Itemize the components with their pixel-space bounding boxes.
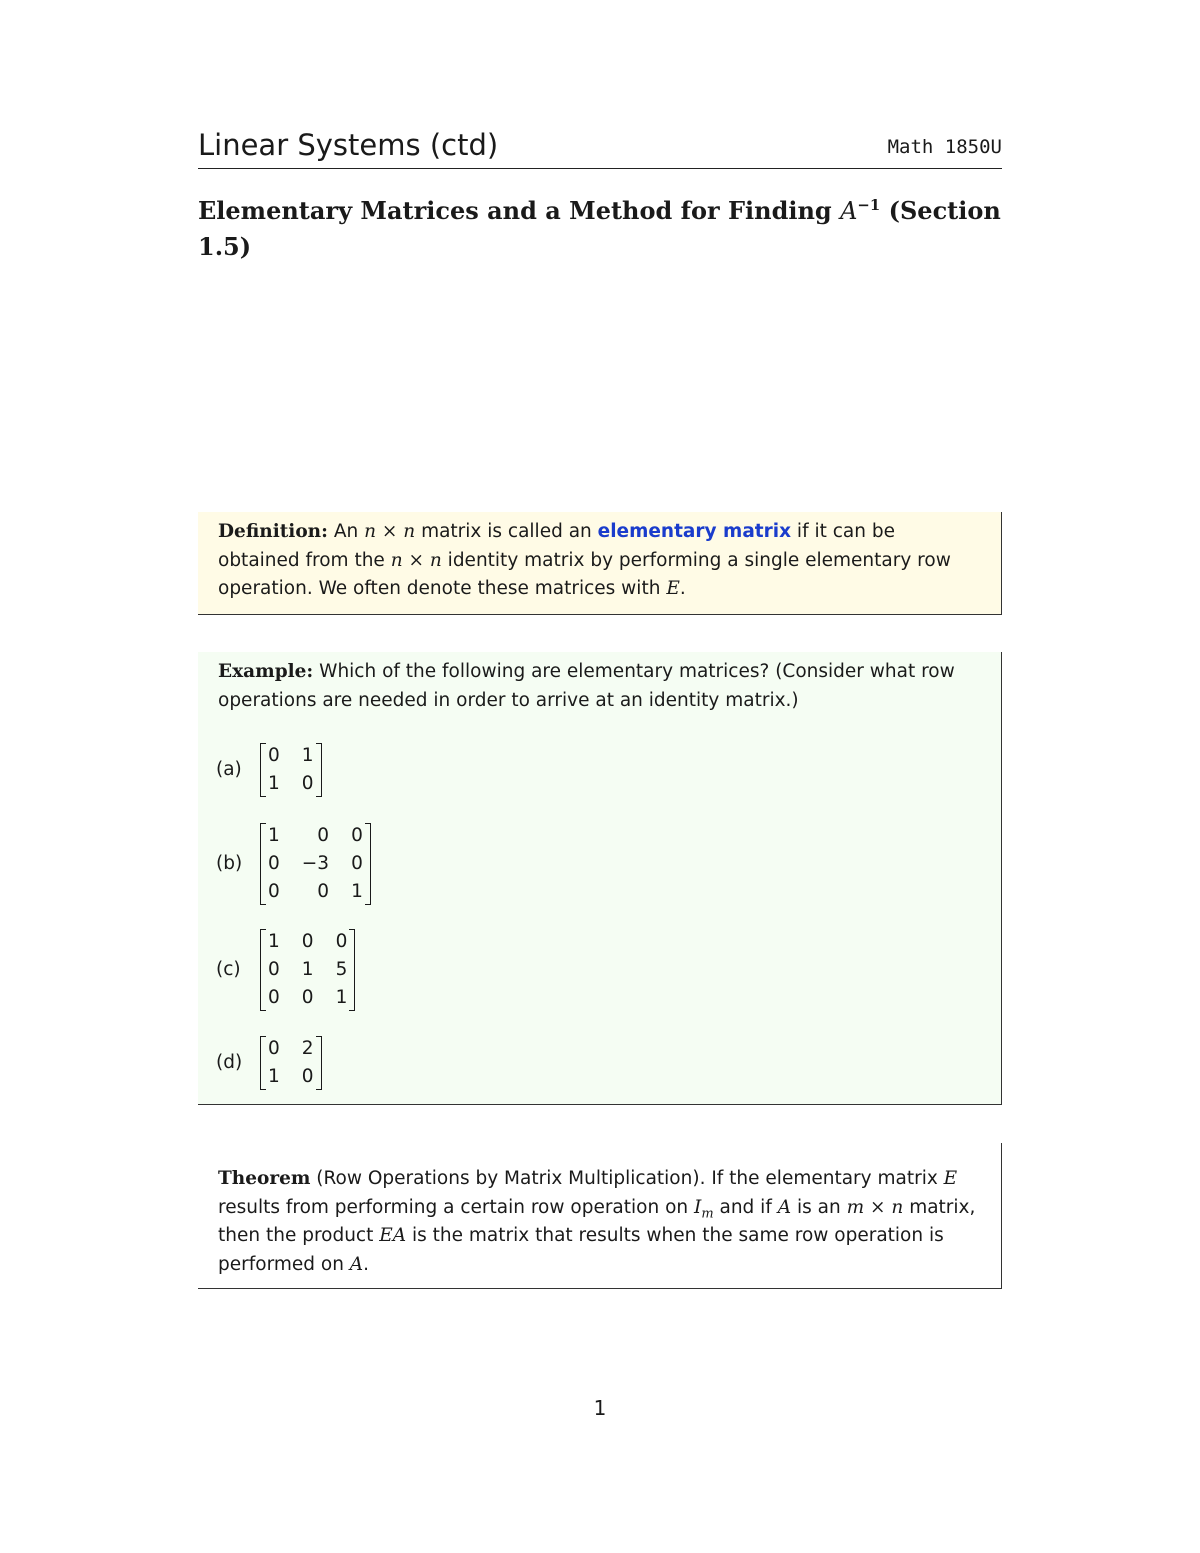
matrix-cell: 0: [268, 1038, 280, 1059]
theorem-a1: A: [777, 1196, 792, 1218]
theorem-t7: .: [363, 1253, 370, 1275]
definition-e: E: [666, 578, 680, 599]
matrix-cell: 0: [301, 931, 314, 952]
definition-keyword: elementary matrix: [597, 521, 792, 542]
matrix-cell: 1: [268, 1066, 280, 1087]
theorem-t6: is the matrix that results when the same row operation is performed on: [218, 1225, 944, 1275]
matrix-cell: 0: [335, 931, 348, 952]
matrix-cell: 0: [317, 825, 330, 846]
matrix-cell: −3: [301, 853, 330, 874]
theorem-e: E: [943, 1168, 958, 1189]
matrix-cell: 0: [301, 987, 314, 1008]
section-title-var: A: [840, 197, 858, 225]
matrix-cell: 0: [301, 773, 314, 794]
example-item-b: [216, 822, 371, 906]
matrix-cell: 0: [268, 745, 280, 766]
definition-box: [198, 512, 1002, 615]
section-title-sup: −1: [857, 196, 881, 214]
item-label: (b): [216, 852, 243, 874]
matrix-cell: 0: [268, 853, 280, 874]
matrix-cell: 1: [301, 745, 314, 766]
header-title: Linear Systems (ctd): [198, 128, 499, 162]
theorem-a2: A: [349, 1253, 364, 1275]
matrix-cell: 0: [268, 881, 280, 902]
matrix-cell: 5: [335, 959, 348, 980]
matrix-cell: 0: [268, 987, 280, 1008]
matrix-cell: 1: [301, 959, 314, 980]
definition-t2: matrix is called an: [415, 521, 598, 542]
matrix-b: [260, 822, 371, 906]
definition-text: [218, 518, 981, 604]
theorem-t3: and if: [713, 1196, 778, 1218]
definition-label: Definition:: [218, 521, 328, 542]
item-label: (a): [216, 758, 242, 780]
matrix-cell: 1: [268, 825, 280, 846]
example-body: Which of the following are elementary matrices? (Consider what row operations are needed in order to arrive at an identity matrix.): [218, 661, 955, 711]
theorem-t2: results from performing a certain row operation on: [218, 1196, 695, 1218]
matrix-cell: 0: [317, 881, 330, 902]
matrix-a: [260, 742, 322, 798]
example-item-c: [216, 928, 355, 1012]
theorem-t1: If the elementary matrix: [705, 1168, 944, 1189]
course-code: Math 1850U: [887, 136, 1002, 158]
theorem-i: I: [694, 1196, 702, 1218]
matrix-cell: 2: [301, 1038, 314, 1059]
theorem-name: (Row Operations by Matrix Multiplication).: [310, 1168, 706, 1189]
theorem-mn: m × n: [846, 1196, 904, 1218]
definition-t5: .: [679, 578, 686, 599]
section-title-prefix: Elementary Matrices and a Method for Finding: [198, 196, 841, 225]
definition-n1: n × n: [364, 521, 416, 542]
theorem-t5: matrix, then the product: [218, 1196, 976, 1246]
theorem-i-sub: m: [701, 1206, 714, 1222]
example-label: Example:: [218, 661, 314, 682]
item-label: (c): [216, 958, 241, 980]
definition-t3: if it can be obtained from the: [218, 521, 895, 571]
definition-t4: identity matrix by performing a single elementary row operation. We often denote these matrices with: [218, 549, 951, 599]
matrix-cell: 0: [268, 959, 280, 980]
theorem-ea: EA: [379, 1225, 407, 1246]
section-title-suffix: (Section 1.5): [198, 196, 1001, 261]
definition-t1: An: [327, 521, 365, 542]
matrix-c: [260, 928, 355, 1012]
theorem-t4: is an: [791, 1196, 847, 1218]
matrix-cell: 1: [335, 987, 348, 1008]
example-text: [218, 658, 981, 715]
page-header: [198, 126, 1002, 169]
example-item-a: [216, 742, 322, 798]
example-item-d: [216, 1035, 322, 1091]
definition-n2: n × n: [390, 549, 442, 571]
matrix-cell: 0: [351, 825, 363, 846]
matrix-cell: 1: [268, 931, 280, 952]
matrix-cell: 1: [268, 773, 280, 794]
item-label: (d): [216, 1051, 243, 1073]
section-title: [198, 193, 1002, 265]
matrix-cell: 0: [301, 1066, 314, 1087]
example-box: [198, 652, 1002, 1105]
theorem-box: [198, 1143, 1002, 1289]
theorem-text: [218, 1165, 981, 1279]
matrix-d: [260, 1035, 322, 1091]
page-number: 1: [593, 1396, 607, 1420]
matrix-cell: 1: [351, 881, 363, 902]
matrix-cell: 0: [351, 853, 363, 874]
theorem-label: Theorem: [218, 1168, 311, 1189]
